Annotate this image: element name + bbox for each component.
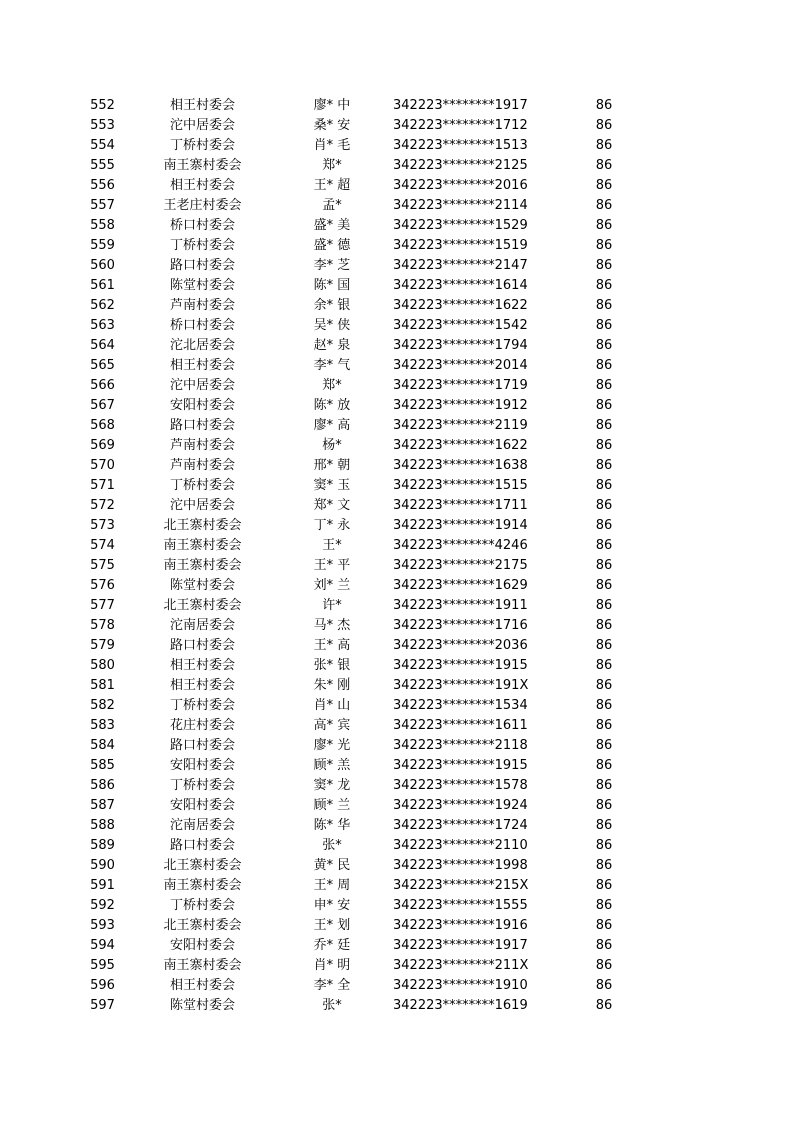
table-row (0, 296, 793, 316)
row-number: 587 (90, 798, 115, 813)
id-number: 342223********1910 (393, 978, 528, 993)
village-committee: 相王村委会 (169, 178, 235, 193)
row-number: 585 (90, 758, 115, 773)
village-committee: 沱南居委会 (169, 618, 235, 633)
id-number: 342223********1915 (393, 758, 528, 773)
table-row (0, 716, 793, 736)
row-number: 580 (90, 658, 115, 673)
village-committee: 桥口村委会 (169, 218, 235, 233)
id-number: 342223********1912 (393, 398, 528, 413)
row-number: 566 (90, 378, 115, 393)
row-number: 582 (90, 698, 115, 713)
score: 86 (595, 438, 613, 453)
village-committee: 北王寨村委会 (163, 918, 242, 933)
score: 86 (595, 218, 613, 233)
score: 86 (595, 378, 613, 393)
person-name: 王* 划 (313, 918, 351, 933)
person-name: 陈* 放 (313, 398, 351, 413)
id-number: 342223********2125 (393, 158, 528, 173)
id-number: 342223********1529 (393, 218, 528, 233)
table-row (0, 836, 793, 856)
row-number: 589 (90, 838, 115, 853)
score: 86 (595, 818, 613, 833)
person-name: 郑* (322, 378, 342, 393)
row-number: 557 (90, 198, 115, 213)
table-row (0, 636, 793, 656)
row-number: 578 (90, 618, 115, 633)
score: 86 (595, 738, 613, 753)
village-committee: 相王村委会 (169, 358, 235, 373)
row-number: 564 (90, 338, 115, 353)
score: 86 (595, 358, 613, 373)
village-committee: 丁桥村委会 (169, 138, 235, 153)
table-row (0, 676, 793, 696)
row-number: 552 (90, 98, 115, 113)
id-number: 342223********1519 (393, 238, 528, 253)
table-row (0, 876, 793, 896)
id-number: 342223********1716 (393, 618, 528, 633)
village-committee: 安阳村委会 (169, 938, 235, 953)
table-row (0, 356, 793, 376)
person-name: 廖* 中 (313, 98, 351, 113)
score: 86 (595, 678, 613, 693)
data-table (0, 96, 793, 1016)
village-committee: 北王寨村委会 (163, 598, 242, 613)
person-name: 郑* 文 (313, 498, 351, 513)
person-name: 窦* 玉 (313, 478, 351, 493)
id-number: 342223********4246 (393, 538, 528, 553)
id-number: 342223********1914 (393, 518, 528, 533)
row-number: 588 (90, 818, 115, 833)
score: 86 (595, 698, 613, 713)
id-number: 342223********1619 (393, 998, 528, 1013)
row-number: 584 (90, 738, 115, 753)
person-name: 王* 高 (313, 638, 351, 653)
table-row (0, 196, 793, 216)
table-row (0, 256, 793, 276)
score: 86 (595, 758, 613, 773)
row-number: 561 (90, 278, 115, 293)
table-row (0, 796, 793, 816)
table-row (0, 856, 793, 876)
score: 86 (595, 838, 613, 853)
village-committee: 南王寨村委会 (163, 538, 242, 553)
score: 86 (595, 658, 613, 673)
person-name: 杨* (322, 438, 342, 453)
score: 86 (595, 978, 613, 993)
row-number: 558 (90, 218, 115, 233)
table-row (0, 936, 793, 956)
table-row (0, 776, 793, 796)
village-committee: 沱中居委会 (169, 118, 235, 133)
village-committee: 沱中居委会 (169, 378, 235, 393)
village-committee: 南王寨村委会 (163, 958, 242, 973)
score: 86 (595, 878, 613, 893)
id-number: 342223********1711 (393, 498, 528, 513)
id-number: 342223********1712 (393, 118, 528, 133)
table-row (0, 116, 793, 136)
score: 86 (595, 938, 613, 953)
person-name: 刘* 兰 (313, 578, 351, 593)
id-number: 342223********2016 (393, 178, 528, 193)
village-committee: 路口村委会 (169, 258, 235, 273)
score: 86 (595, 778, 613, 793)
village-committee: 安阳村委会 (169, 758, 235, 773)
row-number: 567 (90, 398, 115, 413)
person-name: 黄* 民 (313, 858, 351, 873)
id-number: 342223********1724 (393, 818, 528, 833)
person-name: 余* 银 (313, 298, 351, 313)
village-committee: 王老庄村委会 (163, 198, 242, 213)
table-row (0, 236, 793, 256)
row-number: 560 (90, 258, 115, 273)
row-number: 570 (90, 458, 115, 473)
row-number: 596 (90, 978, 115, 993)
id-number: 342223********2036 (393, 638, 528, 653)
row-number: 586 (90, 778, 115, 793)
row-number: 593 (90, 918, 115, 933)
row-number: 597 (90, 998, 115, 1013)
table-row (0, 276, 793, 296)
id-number: 342223********1515 (393, 478, 528, 493)
id-number: 342223********1917 (393, 98, 528, 113)
score: 86 (595, 118, 613, 133)
table-row (0, 596, 793, 616)
score: 86 (595, 158, 613, 173)
person-name: 高* 宾 (313, 718, 351, 733)
score: 86 (595, 498, 613, 513)
score: 86 (595, 238, 613, 253)
person-name: 桑* 安 (313, 118, 351, 133)
id-number: 342223********1915 (393, 658, 528, 673)
person-name: 陈* 华 (313, 818, 351, 833)
score: 86 (595, 598, 613, 613)
table-row (0, 916, 793, 936)
table-row (0, 96, 793, 116)
row-number: 579 (90, 638, 115, 653)
row-number: 581 (90, 678, 115, 693)
table-row (0, 896, 793, 916)
id-number: 342223********1638 (393, 458, 528, 473)
person-name: 廖* 高 (313, 418, 351, 433)
table-row (0, 136, 793, 156)
row-number: 556 (90, 178, 115, 193)
score: 86 (595, 578, 613, 593)
score: 86 (595, 478, 613, 493)
score: 86 (595, 298, 613, 313)
person-name: 王* (322, 538, 342, 553)
village-committee: 南王寨村委会 (163, 878, 242, 893)
score: 86 (595, 858, 613, 873)
row-number: 569 (90, 438, 115, 453)
village-committee: 北王寨村委会 (163, 858, 242, 873)
village-committee: 安阳村委会 (169, 398, 235, 413)
row-number: 594 (90, 938, 115, 953)
table-row (0, 456, 793, 476)
village-committee: 南王寨村委会 (163, 158, 242, 173)
table-row (0, 156, 793, 176)
person-name: 乔* 廷 (313, 938, 351, 953)
village-committee: 沱北居委会 (169, 338, 235, 353)
table-row (0, 956, 793, 976)
score: 86 (595, 638, 613, 653)
village-committee: 芦南村委会 (169, 458, 235, 473)
id-number: 342223********2147 (393, 258, 528, 273)
id-number: 342223********2175 (393, 558, 528, 573)
table-row (0, 376, 793, 396)
score: 86 (595, 178, 613, 193)
score: 86 (595, 418, 613, 433)
row-number: 559 (90, 238, 115, 253)
person-name: 肖* 毛 (313, 138, 351, 153)
table-row (0, 396, 793, 416)
row-number: 592 (90, 898, 115, 913)
score: 86 (595, 518, 613, 533)
person-name: 顾* 兰 (313, 798, 351, 813)
row-number: 562 (90, 298, 115, 313)
id-number: 342223********1998 (393, 858, 528, 873)
village-committee: 陈堂村委会 (169, 278, 235, 293)
id-number: 342223********1622 (393, 438, 528, 453)
table-row (0, 996, 793, 1016)
table-row (0, 176, 793, 196)
row-number: 574 (90, 538, 115, 553)
id-number: 342223********211X (393, 958, 529, 973)
person-name: 盛* 德 (313, 238, 351, 253)
row-number: 583 (90, 718, 115, 733)
village-committee: 花庄村委会 (169, 718, 235, 733)
table-row (0, 696, 793, 716)
row-number: 595 (90, 958, 115, 973)
score: 86 (595, 338, 613, 353)
id-number: 342223********1513 (393, 138, 528, 153)
person-name: 朱* 刚 (313, 678, 351, 693)
person-name: 赵* 泉 (313, 338, 351, 353)
id-number: 342223********2119 (393, 418, 528, 433)
person-name: 陈* 国 (313, 278, 351, 293)
person-name: 张* (322, 998, 342, 1013)
score: 86 (595, 318, 613, 333)
row-number: 576 (90, 578, 115, 593)
person-name: 张* (322, 838, 342, 853)
id-number: 342223********1629 (393, 578, 528, 593)
row-number: 568 (90, 418, 115, 433)
table-row (0, 556, 793, 576)
village-committee: 丁桥村委会 (169, 898, 235, 913)
row-number: 554 (90, 138, 115, 153)
person-name: 李* 全 (313, 978, 351, 993)
table-row (0, 476, 793, 496)
score: 86 (595, 258, 613, 273)
table-row (0, 816, 793, 836)
person-name: 吴* 侠 (313, 318, 351, 333)
village-committee: 丁桥村委会 (169, 698, 235, 713)
table-row (0, 736, 793, 756)
table-row (0, 496, 793, 516)
score: 86 (595, 958, 613, 973)
id-number: 342223********2014 (393, 358, 528, 373)
person-name: 肖* 明 (313, 958, 351, 973)
table-row (0, 536, 793, 556)
row-number: 572 (90, 498, 115, 513)
village-committee: 沱南居委会 (169, 818, 235, 833)
score: 86 (595, 718, 613, 733)
person-name: 马* 杰 (313, 618, 351, 633)
score: 86 (595, 398, 613, 413)
person-name: 张* 银 (313, 658, 351, 673)
person-name: 顾* 羔 (313, 758, 351, 773)
id-number: 342223********1534 (393, 698, 528, 713)
table-row (0, 216, 793, 236)
score: 86 (595, 918, 613, 933)
village-committee: 陈堂村委会 (169, 578, 235, 593)
id-number: 342223********1555 (393, 898, 528, 913)
score: 86 (595, 278, 613, 293)
id-number: 342223********1611 (393, 718, 528, 733)
table-row (0, 416, 793, 436)
village-committee: 沱中居委会 (169, 498, 235, 513)
id-number: 342223********1719 (393, 378, 528, 393)
score: 86 (595, 998, 613, 1013)
table-row (0, 516, 793, 536)
person-name: 孟* (322, 198, 342, 213)
village-committee: 芦南村委会 (169, 298, 235, 313)
row-number: 573 (90, 518, 115, 533)
row-number: 577 (90, 598, 115, 613)
id-number: 342223********1911 (393, 598, 528, 613)
table-row (0, 436, 793, 456)
village-committee: 丁桥村委会 (169, 238, 235, 253)
village-committee: 芦南村委会 (169, 438, 235, 453)
table-row (0, 336, 793, 356)
id-number: 342223********2110 (393, 838, 528, 853)
village-committee: 相王村委会 (169, 98, 235, 113)
row-number: 563 (90, 318, 115, 333)
village-committee: 北王寨村委会 (163, 518, 242, 533)
village-committee: 路口村委会 (169, 738, 235, 753)
id-number: 342223********2118 (393, 738, 528, 753)
village-committee: 相王村委会 (169, 678, 235, 693)
person-name: 郑* (322, 158, 342, 173)
person-name: 窦* 龙 (313, 778, 351, 793)
score: 86 (595, 618, 613, 633)
row-number: 591 (90, 878, 115, 893)
table-row (0, 756, 793, 776)
person-name: 丁* 永 (313, 518, 351, 533)
village-committee: 相王村委会 (169, 658, 235, 673)
row-number: 565 (90, 358, 115, 373)
id-number: 342223********215X (393, 878, 529, 893)
village-committee: 丁桥村委会 (169, 778, 235, 793)
score: 86 (595, 458, 613, 473)
row-number: 555 (90, 158, 115, 173)
table-row (0, 976, 793, 996)
table-row (0, 576, 793, 596)
id-number: 342223********1622 (393, 298, 528, 313)
row-number: 553 (90, 118, 115, 133)
village-committee: 丁桥村委会 (169, 478, 235, 493)
person-name: 申* 安 (313, 898, 351, 913)
id-number: 342223********1578 (393, 778, 528, 793)
village-committee: 桥口村委会 (169, 318, 235, 333)
person-name: 李* 芝 (313, 258, 351, 273)
person-name: 廖* 光 (313, 738, 351, 753)
village-committee: 路口村委会 (169, 638, 235, 653)
id-number: 342223********1542 (393, 318, 528, 333)
row-number: 571 (90, 478, 115, 493)
row-number: 590 (90, 858, 115, 873)
village-committee: 陈堂村委会 (169, 998, 235, 1013)
score: 86 (595, 138, 613, 153)
person-name: 王* 平 (313, 558, 351, 573)
id-number: 342223********1614 (393, 278, 528, 293)
id-number: 342223********1794 (393, 338, 528, 353)
table-row (0, 316, 793, 336)
score: 86 (595, 798, 613, 813)
person-name: 王* 超 (313, 178, 351, 193)
village-committee: 南王寨村委会 (163, 558, 242, 573)
table-row (0, 616, 793, 636)
row-number: 575 (90, 558, 115, 573)
score: 86 (595, 538, 613, 553)
score: 86 (595, 98, 613, 113)
village-committee: 安阳村委会 (169, 798, 235, 813)
score: 86 (595, 898, 613, 913)
village-committee: 相王村委会 (169, 978, 235, 993)
id-number: 342223********1916 (393, 918, 528, 933)
person-name: 王* 周 (313, 878, 351, 893)
village-committee: 路口村委会 (169, 418, 235, 433)
table-row (0, 656, 793, 676)
id-number: 342223********191X (393, 678, 529, 693)
score: 86 (595, 558, 613, 573)
village-committee: 路口村委会 (169, 838, 235, 853)
person-name: 邢* 朝 (313, 458, 351, 473)
person-name: 李* 气 (313, 358, 351, 373)
score: 86 (595, 198, 613, 213)
person-name: 肖* 山 (313, 698, 351, 713)
id-number: 342223********1917 (393, 938, 528, 953)
id-number: 342223********2114 (393, 198, 528, 213)
person-name: 许* (322, 598, 342, 613)
person-name: 盛* 美 (313, 218, 351, 233)
id-number: 342223********1924 (393, 798, 528, 813)
